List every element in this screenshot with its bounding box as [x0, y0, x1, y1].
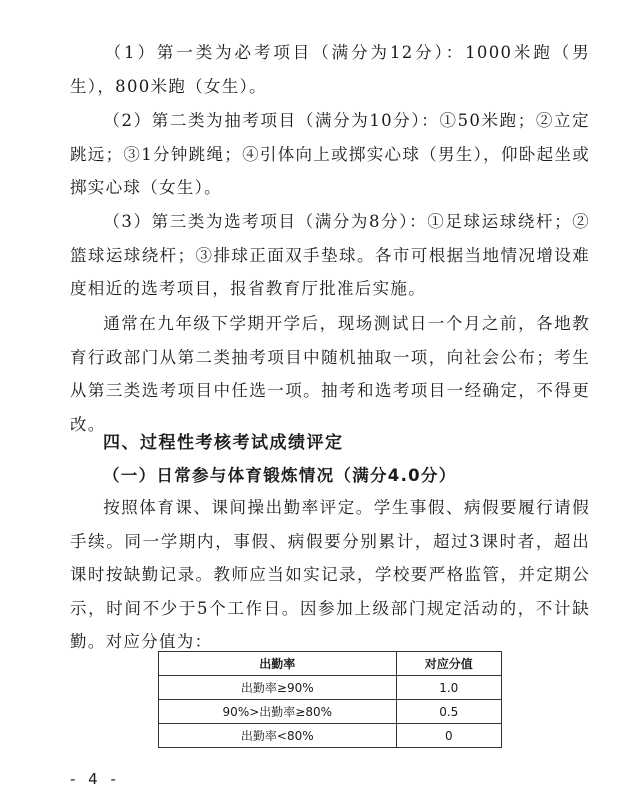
page-number: - 4 - [70, 770, 120, 788]
paragraph-attendance: 按照体育课、课间操出勤率评定。学生事假、病假要履行请假手续。同一学期内，事假、病假要分别累计，超过3课时者，超出课时按缺勤记录。教师应当如实记录，学校要严格监管，并定期公示，时间不少于5个工作日。因参加上级部门规定活动的，不计缺勤。对应分值为： [70, 498, 590, 651]
table-cell: 0 [396, 724, 501, 748]
column-header: 出勤率 [159, 652, 397, 676]
table-header-row [159, 652, 502, 676]
table-cell: 1.0 [396, 676, 501, 700]
table-row [159, 676, 502, 700]
table-row [159, 724, 502, 748]
table-row [159, 700, 502, 724]
table-cell: 0.5 [396, 700, 501, 724]
section-heading: 四、过程性考核考试成绩评定 [103, 433, 344, 453]
table-cell: 出勤率<80% [159, 724, 397, 748]
paragraph-item3: （3）第三类为选考项目（满分为8分）：①足球运球绕杆；②篮球运球绕杆；③排球正面双手垫球。各市可根据当地情况增设难度相近的选考项目，报省教育厅批准后实施。 [70, 212, 590, 298]
subsection-heading: （一）日常参与体育锻炼情况（满分4.0分） [103, 466, 457, 485]
column-header: 对应分值 [396, 652, 501, 676]
paragraph-notice: 通常在九年级下学期开学后，现场测试日一个月之前，各地教育行政部门从第二类抽考项目中随机抽取一项，向社会公布；考生从第三类选考项目中任选一项。抽考和选考项目一经确定，不得更改。 [70, 314, 590, 434]
table-cell: 90%>出勤率≥80% [159, 700, 397, 724]
score-table [158, 651, 502, 748]
paragraph-item1: （1）第一类为必考项目（满分为12分）：1000米跑（男生），800米跑（女生）。 [70, 43, 590, 96]
paragraph-item2: （2）第二类为抽考项目（满分为10分）：①50米跑；②立定跳远；③1分钟跳绳；④引体向上或掷实心球（男生），仰卧起坐或掷实心球（女生）。 [70, 111, 590, 197]
table-cell: 出勤率≥90% [159, 676, 397, 700]
